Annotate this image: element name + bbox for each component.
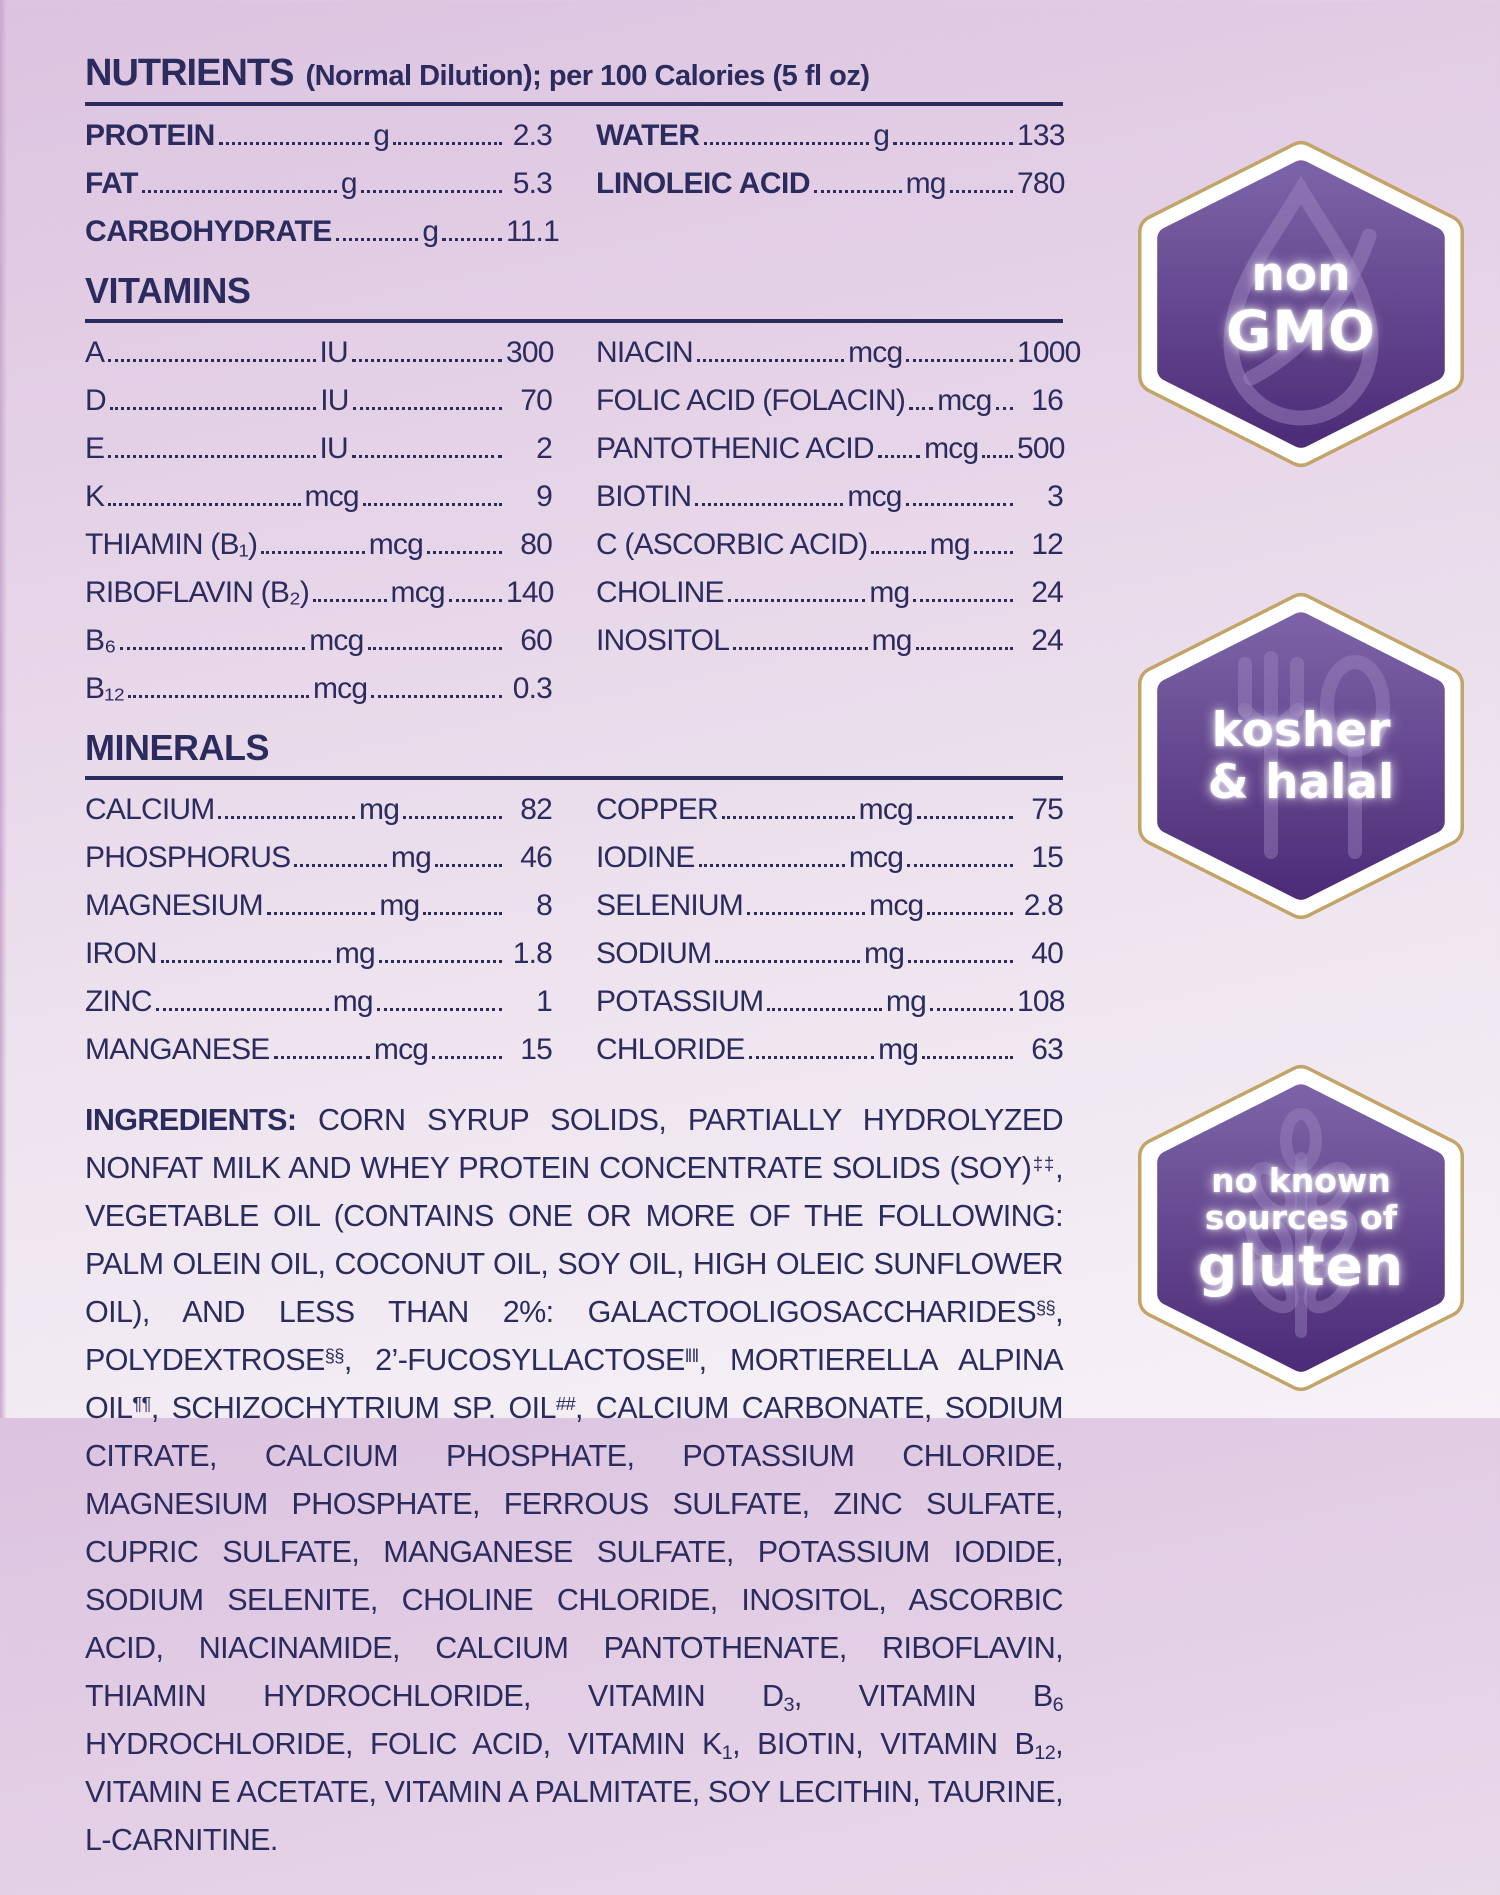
leader-dots [916, 647, 1013, 650]
nutrient-row [596, 978, 1063, 1026]
nutrient-value: 108 [1017, 985, 1065, 1018]
package-edge-shadow [0, 0, 7, 1418]
ingredients-text: , VEGETABLE OIL (CONTAINS ONE OR MORE OF THE FOLLOWING: PALM OLEIN OIL, COCONUT OIL, SOY OIL, HIGH OLEIC SUNFLOWER OIL), AND LESS THAN 2%: GALACTOOLIGOSACCHARIDES [85, 1151, 1063, 1329]
leader-dots [377, 1008, 502, 1011]
nutrient-name: ZINC [85, 985, 152, 1018]
nutrient-value: 63 [1031, 1033, 1063, 1066]
nutrient-value: 24 [1031, 576, 1063, 609]
nutrient-name: B₆ [85, 624, 116, 657]
nutrient-unit: IU [319, 336, 348, 369]
nutrient-row [85, 473, 552, 521]
nutrient-name: POTASSIUM [596, 985, 764, 1018]
nutrient-unit: g [373, 119, 390, 152]
leader-dots [120, 647, 306, 650]
leader-dots [267, 912, 376, 915]
nutrient-row [596, 617, 1063, 665]
leader-dots [371, 695, 502, 698]
nutrient-name: E [85, 432, 105, 465]
leader-dots [142, 190, 337, 193]
leader-dots [274, 1056, 370, 1059]
nutrient-unit: mg [929, 528, 970, 561]
nutrient-row [596, 377, 1063, 425]
nutrient-value: 780 [1017, 167, 1065, 200]
nutrient-row [85, 665, 552, 713]
nutrient-row [85, 978, 552, 1026]
leader-dots [697, 359, 844, 362]
leader-dots [871, 551, 925, 554]
nutrient-value: 60 [520, 624, 552, 657]
leader-dots [352, 455, 502, 458]
leader-dots [906, 359, 1013, 362]
leader-dots [449, 599, 502, 602]
nutrient-value: 82 [520, 793, 552, 826]
badge-line: kosher [1211, 703, 1391, 758]
leader-dots [927, 912, 1013, 915]
nutrient-unit: mg [871, 624, 912, 657]
leader-dots [767, 1008, 882, 1011]
nutrient-unit: mcg [390, 576, 445, 609]
nutrient-value: 46 [520, 841, 552, 874]
nutrition-label [85, 52, 1081, 1895]
leader-dots [913, 599, 1013, 602]
leader-dots [749, 1056, 874, 1059]
leader-dots [442, 238, 502, 241]
leader-dots [110, 407, 316, 410]
leader-dots [352, 359, 502, 362]
nutrient-unit: mg [334, 937, 375, 970]
nutrient-value: 11.1 [506, 215, 559, 248]
leader-dots [108, 503, 300, 506]
nutrient-unit: mg [885, 985, 926, 1018]
nutrient-name: MAGNESIUM [85, 889, 263, 922]
subscript-number: 1 [721, 1742, 733, 1764]
nutrient-name: PHOSPHORUS [85, 841, 291, 874]
nutrient-row [596, 112, 1063, 160]
ingredients-text: , POLYDEXTROSE [85, 1295, 1063, 1377]
nutrient-name: D [85, 384, 106, 417]
leader-dots [435, 864, 502, 867]
leader-dots [695, 503, 843, 506]
nutrient-row [85, 617, 552, 665]
nutrient-unit: mg [332, 985, 373, 1018]
ingredients-text: HYDROCHLORIDE, FOLIC ACID, VITAMIN K [85, 1727, 722, 1761]
badge-line: sources of [1204, 1198, 1398, 1237]
nutrient-value: 2.8 [1023, 889, 1063, 922]
ingredients-text: , 2’-FUCOSYLLACTOSE [343, 1343, 685, 1377]
minerals-column-left [85, 786, 552, 1074]
nutrient-name: K [85, 480, 105, 513]
leader-dots [906, 503, 1013, 506]
nutrient-name: NIACIN [596, 336, 693, 369]
minerals-table [85, 786, 1063, 1074]
vitamins-table [85, 329, 1081, 713]
leader-dots [261, 551, 365, 554]
nutrient-name: LINOLEIC ACID [596, 167, 811, 200]
nutrient-name: THIAMIN (B₁) [85, 528, 258, 561]
vitamins-title: VITAMINS [85, 270, 251, 311]
nutrient-value: 1.8 [512, 937, 552, 970]
badge-non-gmo-text [1133, 138, 1469, 472]
nutrient-name: IODINE [596, 841, 695, 874]
leader-dots [403, 816, 502, 819]
leader-dots [728, 599, 866, 602]
nutrients-subtitle: (Normal Dilution); per 100 Calories (5 fl oz) [305, 60, 870, 92]
leader-dots [313, 599, 386, 602]
nutrient-value: 0.3 [512, 672, 552, 705]
nutrient-value: 2.3 [512, 119, 552, 152]
nutrient-row [596, 569, 1063, 617]
leader-dots [950, 190, 1013, 193]
nutrient-name: A [85, 336, 105, 369]
nutrient-value: 70 [520, 384, 552, 417]
footnote-marker: ## [555, 1393, 576, 1414]
nutrient-unit: mg [864, 937, 905, 970]
nutrient-name: RIBOFLAVIN (B₂) [85, 576, 310, 609]
nutrient-row [85, 930, 552, 978]
nutrient-row [85, 1026, 552, 1074]
leader-dots [427, 551, 502, 554]
leader-dots [704, 142, 870, 145]
footnote-marker: ‖‖ [684, 1345, 699, 1366]
nutrient-row [85, 377, 552, 425]
nutrient-name: BIOTIN [596, 480, 692, 513]
leader-dots [336, 238, 419, 241]
ingredients-text: CORN SYRUP SOLIDS, PARTIALLY HYDROLYZED NONFAT MILK AND WHEY PROTEIN CONCENTRATE SOLIDS (SOY) [85, 1103, 1063, 1185]
nutrient-name: FOLIC ACID (FOLACIN) [596, 384, 906, 417]
nutrient-value: 40 [1031, 937, 1063, 970]
nutrient-unit: mg [390, 841, 431, 874]
leader-dots [909, 407, 933, 410]
badge-kosher-halal-text [1133, 590, 1469, 924]
nutrient-name: CALCIUM [85, 793, 215, 826]
nutrient-row [85, 112, 552, 160]
nutrient-name: B₁₂ [85, 672, 125, 705]
leader-dots [908, 960, 1013, 963]
leader-dots [733, 647, 867, 650]
subscript-number: 3 [783, 1694, 794, 1716]
nutrient-unit: mcg [858, 793, 913, 826]
nutrient-name: CHLORIDE [596, 1033, 745, 1066]
footnote-marker: §§ [324, 1345, 344, 1366]
nutrient-unit: mcg [848, 336, 903, 369]
nutrient-name: FAT [85, 167, 138, 200]
ingredients-text: , MORTIERELLA ALPINA OIL [85, 1343, 1063, 1425]
nutrient-row [85, 329, 552, 377]
nutrient-value: 15 [520, 1033, 552, 1066]
nutrient-name: PROTEIN [85, 119, 215, 152]
nutrient-name: COPPER [596, 793, 718, 826]
nutrient-unit: mg [878, 1033, 919, 1066]
nutrients-table [85, 112, 1063, 256]
nutrient-name: PANTOTHENIC ACID [596, 432, 874, 465]
badge-line: non [1251, 247, 1351, 302]
nutrient-name: IRON [85, 937, 157, 970]
nutrient-value: 8 [536, 889, 552, 922]
nutrient-value: 133 [1017, 119, 1065, 152]
nutrient-value: 24 [1031, 624, 1063, 657]
nutrient-unit: mcg [304, 480, 359, 513]
minerals-title: MINERALS [85, 727, 269, 768]
nutrient-row [85, 882, 552, 930]
leader-dots [878, 455, 920, 458]
section-rule [85, 102, 1063, 106]
nutrients-title: NUTRIENTS [85, 52, 294, 94]
leader-dots [996, 407, 1014, 410]
nutrient-value: 2 [536, 432, 552, 465]
nutrient-name: WATER [596, 119, 700, 152]
nutrient-row [596, 882, 1063, 930]
nutrient-row [85, 521, 552, 569]
leader-dots [814, 190, 902, 193]
ingredients-text: , SCHIZOCHYTRIUM SP. OIL [150, 1391, 556, 1425]
nutrient-unit: IU [320, 384, 349, 417]
nutrient-row [85, 786, 552, 834]
nutrient-value: 75 [1031, 793, 1063, 826]
nutrient-value: 140 [506, 576, 554, 609]
nutrient-name: CHOLINE [596, 576, 724, 609]
leader-dots [432, 1056, 502, 1059]
nutrient-row [85, 208, 559, 256]
nutrient-row [596, 473, 1063, 521]
badge-non-gmo [1133, 138, 1469, 472]
nutrient-name: SODIUM [596, 937, 712, 970]
nutrient-unit: g [873, 119, 890, 152]
section-rule [85, 319, 1063, 323]
leader-dots [907, 864, 1013, 867]
badge-line: & halal [1207, 755, 1395, 810]
footnote-marker: ‡‡ [1031, 1153, 1056, 1174]
nutrient-row [85, 569, 552, 617]
nutrient-unit: mcg [312, 672, 368, 705]
badge-gluten-free [1133, 1062, 1469, 1396]
footnote-marker: ¶¶ [132, 1393, 151, 1414]
nutrient-name: C (ASCORBIC ACID) [596, 528, 868, 561]
nutrient-row [596, 521, 1063, 569]
nutrient-value: 1000 [1017, 336, 1081, 369]
nutrient-unit: IU [319, 432, 348, 465]
nutrient-value: 1 [536, 985, 552, 1018]
nutrient-row [596, 1026, 1063, 1074]
badge-line: gluten [1197, 1234, 1405, 1298]
section-rule [85, 776, 1063, 780]
leader-dots [156, 1008, 329, 1011]
nutrient-value: 3 [1047, 480, 1063, 513]
nutrient-name: SELENIUM [596, 889, 743, 922]
nutrients-column-left [85, 112, 559, 256]
nutrient-row [85, 834, 552, 882]
leader-dots [917, 816, 1013, 819]
nutrient-unit: mcg [373, 1033, 429, 1066]
leader-dots [930, 1008, 1013, 1011]
nutrient-value: 15 [1031, 841, 1063, 874]
nutrient-value: 80 [520, 528, 552, 561]
leader-dots [747, 912, 865, 915]
leader-dots [974, 551, 1013, 554]
subscript-number: 6 [1052, 1694, 1063, 1716]
ingredients-text: , BIOTIN, VITAMIN B [732, 1727, 1035, 1761]
ingredients-text: , VITAMIN B [793, 1679, 1053, 1713]
ingredients-text: , CALCIUM CARBONATE, SODIUM CITRATE, CALCIUM PHOSPHATE, POTASSIUM CHLORIDE, MAGNESIUM PHOSPHATE, FERROUS SULFATE, ZINC SULFATE, CUPRIC SULFATE, MANGANESE SULFATE, POTASSIUM IODIDE, SODIUM SELENITE, CHOLINE CHLORIDE, INOSITOL, ASCORBIC ACID, NIACINAMIDE, CALCIUM PANTOTHENATE, RIBOFLAVIN, THIAMIN HYDROCHLORIDE, VITAMIN D [85, 1391, 1063, 1713]
nutrient-row [596, 834, 1063, 882]
leader-dots [699, 864, 845, 867]
nutrient-name: INOSITOL [596, 624, 730, 657]
badge-kosher-halal [1133, 590, 1469, 924]
leader-dots [982, 455, 1013, 458]
nutrient-unit: mcg [848, 841, 904, 874]
leader-dots [893, 142, 1013, 145]
subscript-number: 12 [1034, 1742, 1056, 1764]
nutrient-unit: mcg [847, 480, 902, 513]
vitamins-column-left [85, 329, 552, 713]
nutrient-value: 12 [1031, 528, 1063, 561]
ingredients-text: , VITAMIN E ACETATE, VITAMIN A PALMITATE, SOY LECITHIN, TAURINE, L-CARNITINE. [85, 1727, 1064, 1857]
nutrient-value: 5.3 [512, 167, 552, 200]
nutrient-unit: mg [869, 576, 910, 609]
leader-dots [922, 1056, 1013, 1059]
footnote-marker: §§ [1035, 1297, 1056, 1318]
leader-dots [294, 864, 387, 867]
badge-line: no known [1211, 1161, 1391, 1200]
nutrient-row [85, 160, 552, 208]
leader-dots [128, 695, 309, 698]
nutrient-unit: mcg [869, 889, 924, 922]
nutrient-row [596, 160, 1063, 208]
leader-dots [368, 647, 502, 650]
leader-dots [423, 912, 502, 915]
nutrient-value: 9 [536, 480, 552, 513]
leader-dots [379, 960, 502, 963]
nutrient-unit: mcg [309, 624, 364, 657]
nutrient-row [596, 786, 1063, 834]
nutrients-header [85, 52, 1063, 95]
leader-dots [108, 359, 315, 362]
leader-dots [219, 142, 369, 145]
nutrient-unit: g [422, 215, 439, 248]
leader-dots [108, 455, 315, 458]
nutrient-value: 16 [1031, 384, 1063, 417]
nutrient-unit: mg [905, 167, 946, 200]
nutrient-unit: mcg [937, 384, 992, 417]
badge-line: GMO [1226, 299, 1376, 363]
ingredients-label: INGREDIENTS: [85, 1103, 297, 1137]
leader-dots [722, 816, 855, 819]
leader-dots [161, 960, 331, 963]
leader-dots [363, 503, 502, 506]
nutrient-row [85, 425, 552, 473]
leader-dots [218, 816, 355, 819]
vitamins-column-right [596, 329, 1081, 665]
nutrient-unit: mg [359, 793, 400, 826]
nutrient-unit: g [340, 167, 357, 200]
nutrient-name: MANGANESE [85, 1033, 270, 1066]
nutrient-row [596, 425, 1063, 473]
ingredients-paragraph [85, 1096, 1063, 1864]
nutrient-value: 300 [506, 336, 554, 369]
leader-dots [393, 142, 502, 145]
nutrients-column-right [596, 112, 1063, 208]
nutrient-row [596, 329, 1081, 377]
nutrient-name: CARBOHYDRATE [85, 215, 332, 248]
minerals-column-right [596, 786, 1063, 1074]
leader-dots [715, 960, 860, 963]
leader-dots [353, 407, 502, 410]
nutrient-unit: mg [379, 889, 420, 922]
leader-dots [361, 190, 502, 193]
nutrient-value: 500 [1017, 432, 1065, 465]
nutrient-unit: mcg [368, 528, 424, 561]
nutrient-row [596, 930, 1063, 978]
badge-gluten-free-text [1133, 1062, 1469, 1396]
nutrient-unit: mcg [924, 432, 979, 465]
